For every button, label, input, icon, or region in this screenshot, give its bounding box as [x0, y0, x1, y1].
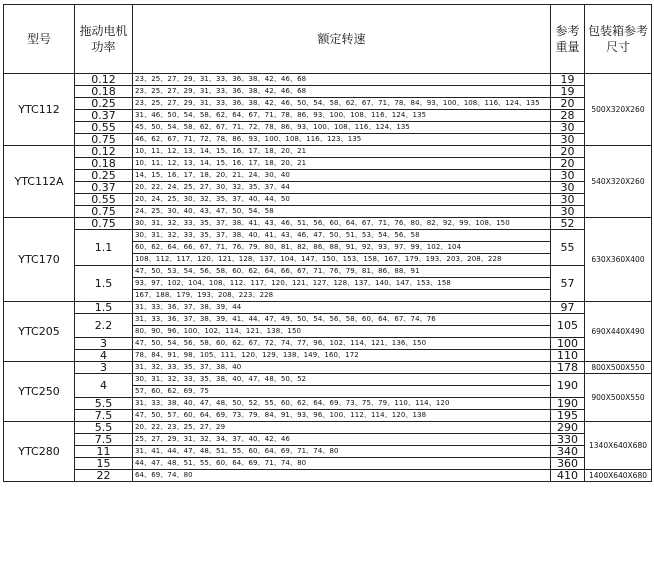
header-row [4, 5, 652, 74]
header-model: 型号 [4, 5, 75, 74]
table-row [4, 302, 652, 314]
speed-cell: 14、15、16、17、18、20、21、24、30、40 [133, 170, 551, 182]
weight-cell: 20 [551, 98, 585, 110]
model-cell: YTC250 [4, 362, 75, 422]
motor-spec-table [3, 4, 652, 482]
weight-cell: 30 [551, 206, 585, 218]
table-row [4, 86, 652, 98]
speed-cell: 31、33、36、37、38、39、41、44、47、49、50、54、56、58、60、64、67、74、76 [133, 314, 551, 326]
header-speed: 额定转速 [133, 5, 551, 74]
weight-cell: 340 [551, 446, 585, 458]
power-cell: 22 [75, 470, 133, 482]
speed-cell: 23、25、27、29、31、33、36、38、42、46、50、54、58、62、67、71、78、84、93、100、108、116、124、135 [133, 98, 551, 110]
power-cell: 0.18 [75, 158, 133, 170]
power-cell: 5.5 [75, 398, 133, 410]
weight-cell: 30 [551, 134, 585, 146]
power-cell: 3 [75, 338, 133, 350]
table-row [4, 374, 652, 386]
weight-cell: 195 [551, 410, 585, 422]
box-size-cell: 630X360X400 [585, 218, 652, 302]
weight-cell: 30 [551, 170, 585, 182]
speed-cell: 30、31、32、33、35、38、40、47、48、50、52 [133, 374, 551, 386]
weight-cell: 28 [551, 110, 585, 122]
power-cell: 15 [75, 458, 133, 470]
power-cell: 0.75 [75, 218, 133, 230]
speed-cell: 64、69、74、80 [133, 470, 551, 482]
power-cell: 0.55 [75, 122, 133, 134]
speed-cell: 30、31、32、33、35、37、38、40、41、43、46、47、50、51、53、54、56、58 [133, 230, 551, 242]
table-row [4, 338, 652, 350]
weight-cell: 105 [551, 314, 585, 338]
weight-cell: 57 [551, 266, 585, 302]
speed-cell: 31、41、44、47、48、51、55、60、64、69、71、74、80 [133, 446, 551, 458]
weight-cell: 19 [551, 74, 585, 86]
table-row [4, 314, 652, 326]
table-row [4, 134, 652, 146]
speed-cell: 44、47、48、51、55、60、64、69、71、74、80 [133, 458, 551, 470]
speed-cell: 57、60、62、69、75 [133, 386, 551, 398]
speed-cell: 30、31、32、33、35、37、38、41、43、46、51、56、60、64、67、71、76、80、82、92、99、108、150 [133, 218, 551, 230]
box-size-cell: 540X320X260 [585, 146, 652, 218]
weight-cell: 55 [551, 230, 585, 266]
weight-cell: 290 [551, 422, 585, 434]
power-cell: 11 [75, 446, 133, 458]
speed-cell: 47、50、57、60、64、69、73、79、84、91、93、96、100、112、114、120、138 [133, 410, 551, 422]
power-cell: 2.2 [75, 314, 133, 338]
power-cell: 7.5 [75, 434, 133, 446]
header-box-label: 包装箱参考尺寸 [587, 24, 648, 54]
power-cell: 0.75 [75, 134, 133, 146]
speed-cell: 167、188、179、193、208、223、228 [133, 290, 551, 302]
power-cell: 0.25 [75, 170, 133, 182]
speed-cell: 60、62、64、66、67、71、76、79、80、81、82、86、88、91、92、93、97、99、102、104 [133, 242, 551, 254]
power-cell: 1.1 [75, 230, 133, 266]
power-cell: 0.37 [75, 182, 133, 194]
power-cell: 0.55 [75, 194, 133, 206]
model-cell: YTC205 [4, 302, 75, 362]
speed-cell: 10、11、12、13、14、15、16、17、18、20、21 [133, 146, 551, 158]
weight-cell: 19 [551, 86, 585, 98]
speed-cell: 31、33、36、37、38、39、44 [133, 302, 551, 314]
table-row [4, 182, 652, 194]
table-row [4, 458, 652, 470]
speed-cell: 23、25、27、29、31、33、36、38、42、46、68 [133, 74, 551, 86]
box-size-cell: 900X500X550 [585, 374, 652, 422]
table-row [4, 170, 652, 182]
header-power [75, 5, 133, 74]
header-weight [551, 5, 585, 74]
header-box-size [585, 5, 652, 74]
table-row [4, 146, 652, 158]
table-row [4, 410, 652, 422]
speed-cell: 93、97、102、104、108、112、117、120、121、127、128、137、140、147、153、158 [133, 278, 551, 290]
table-row [4, 266, 652, 278]
box-size-cell: 1400X640X680 [585, 470, 652, 482]
weight-cell: 52 [551, 218, 585, 230]
speed-cell: 80、90、96、100、102、114、121、138、150 [133, 326, 551, 338]
weight-cell: 30 [551, 194, 585, 206]
speed-cell: 45、50、54、58、62、67、71、72、78、86、93、100、108、116、124、135 [133, 122, 551, 134]
speed-cell: 108、112、117、120、121、128、137、104、147、150、153、158、167、179、193、203、208、228 [133, 254, 551, 266]
table-row [4, 206, 652, 218]
speed-cell: 78、84、91、98、105、111、120、129、138、149、160、172 [133, 350, 551, 362]
speed-cell: 31、33、38、40、47、48、50、52、55、60、62、64、69、73、75、79、110、114、120 [133, 398, 551, 410]
weight-cell: 190 [551, 398, 585, 410]
weight-cell: 20 [551, 146, 585, 158]
weight-cell: 97 [551, 302, 585, 314]
power-cell: 7.5 [75, 410, 133, 422]
weight-cell: 360 [551, 458, 585, 470]
weight-cell: 110 [551, 350, 585, 362]
table-row [4, 362, 652, 374]
speed-cell: 20、24、25、30、32、35、37、40、44、50 [133, 194, 551, 206]
speed-cell: 47、50、53、54、56、58、60、62、64、66、67、71、76、79、81、86、88、91 [133, 266, 551, 278]
weight-cell: 190 [551, 374, 585, 398]
table-row [4, 74, 652, 86]
power-cell: 0.75 [75, 206, 133, 218]
power-cell: 0.12 [75, 146, 133, 158]
table-row [4, 218, 652, 230]
box-size-cell: 500X320X260 [585, 74, 652, 146]
table-row [4, 158, 652, 170]
table-row [4, 398, 652, 410]
table-row [4, 122, 652, 134]
table-row [4, 446, 652, 458]
model-cell: YTC280 [4, 422, 75, 482]
weight-cell: 30 [551, 122, 585, 134]
power-cell: 1.5 [75, 302, 133, 314]
table-row [4, 470, 652, 482]
speed-cell: 20、22、24、25、27、30、32、35、37、44 [133, 182, 551, 194]
table-row [4, 110, 652, 122]
header-power-label: 拖动电机功率 [79, 24, 128, 54]
speed-cell: 31、46、50、54、58、62、64、67、71、78、86、93、100、108、116、124、135 [133, 110, 551, 122]
box-size-cell: 800X500X550 [585, 362, 652, 374]
speed-cell: 31、32、33、35、37、38、40 [133, 362, 551, 374]
weight-cell: 330 [551, 434, 585, 446]
speed-cell: 24、25、30、40、43、47、50、54、58 [133, 206, 551, 218]
power-cell: 0.37 [75, 110, 133, 122]
power-cell: 3 [75, 362, 133, 374]
table-row [4, 434, 652, 446]
weight-cell: 178 [551, 362, 585, 374]
power-cell: 5.5 [75, 422, 133, 434]
header-weight-label: 参考重量 [555, 24, 580, 54]
weight-cell: 410 [551, 470, 585, 482]
power-cell: 4 [75, 350, 133, 362]
box-size-cell: 1340X640X680 [585, 422, 652, 470]
table-row [4, 230, 652, 242]
model-cell: YTC112A [4, 146, 75, 218]
power-cell: 0.18 [75, 86, 133, 98]
speed-cell: 46、62、67、71、72、78、86、93、100、108、116、123、135 [133, 134, 551, 146]
speed-cell: 25、27、29、31、32、34、37、40、42、46 [133, 434, 551, 446]
power-cell: 4 [75, 374, 133, 398]
table-row [4, 98, 652, 110]
model-cell: YTC112 [4, 74, 75, 146]
table-body [4, 74, 652, 482]
box-size-cell: 690X440X490 [585, 302, 652, 362]
model-cell: YTC170 [4, 218, 75, 302]
table-row [4, 350, 652, 362]
power-cell: 0.25 [75, 98, 133, 110]
weight-cell: 20 [551, 158, 585, 170]
power-cell: 0.12 [75, 74, 133, 86]
weight-cell: 30 [551, 182, 585, 194]
power-cell: 1.5 [75, 266, 133, 302]
table-row [4, 422, 652, 434]
speed-cell: 23、25、27、29、31、33、36、38、42、46、68 [133, 86, 551, 98]
table-row [4, 194, 652, 206]
speed-cell: 47、50、54、56、58、60、62、67、72、74、77、96、102、114、121、136、150 [133, 338, 551, 350]
speed-cell: 20、22、23、25、27、29 [133, 422, 551, 434]
speed-cell: 10、11、12、13、14、15、16、17、18、20、21 [133, 158, 551, 170]
weight-cell: 100 [551, 338, 585, 350]
